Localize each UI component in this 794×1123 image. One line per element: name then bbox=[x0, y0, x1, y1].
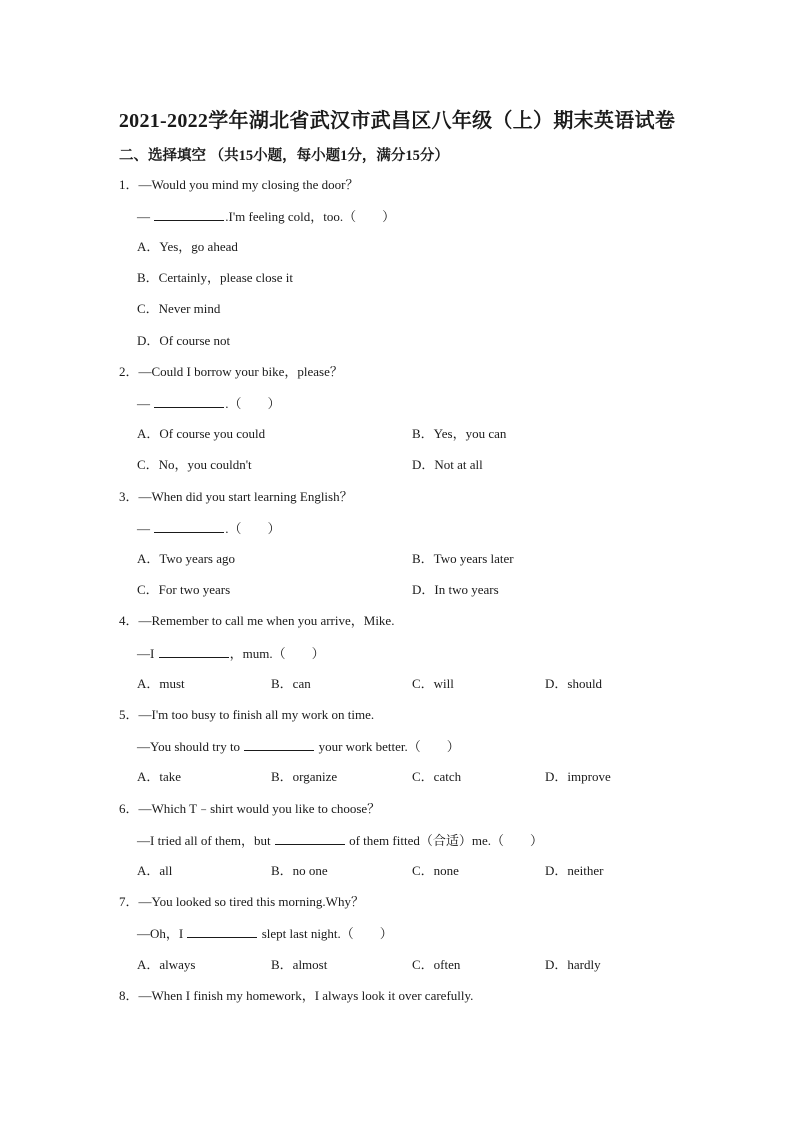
q3-stem: 3．—When did you start learning English？ bbox=[119, 489, 353, 504]
answer-blank bbox=[154, 520, 224, 533]
q3-option-b: B．Two years later bbox=[412, 551, 514, 566]
q7-option-b: B．almost bbox=[271, 957, 328, 972]
q3-reply: — .（ ） bbox=[137, 521, 281, 536]
q6-option-b: B．no one bbox=[271, 863, 328, 878]
q1-option-a: A．Yes，go ahead bbox=[137, 239, 238, 254]
q6-option-a: A．all bbox=[137, 863, 173, 878]
page-title: 2021-2022学年湖北省武汉市武昌区八年级（上）期末英语试卷 bbox=[118, 110, 676, 132]
q2-option-c: C．No，you couldn't bbox=[137, 457, 252, 472]
q1-reply: — .I'm feeling cold，too.（ ） bbox=[137, 209, 396, 224]
q4-stem: 4．—Remember to call me when you arrive，Mike. bbox=[119, 613, 395, 628]
q4-option-a: A．must bbox=[137, 676, 185, 691]
q7-option-d: D．hardly bbox=[545, 957, 601, 972]
q4-option-d: D．should bbox=[545, 676, 603, 691]
q6-reply: —I tried all of them，but of them fitted（合适）me.（ ） bbox=[137, 833, 543, 848]
q4-option-c: C．will bbox=[412, 676, 454, 691]
q7-option-a: A．always bbox=[137, 957, 196, 972]
q5-stem: 5．—I'm too busy to finish all my work on time. bbox=[119, 707, 375, 722]
q5-option-c: C．catch bbox=[412, 769, 462, 784]
q1-option-c: C．Never mind bbox=[137, 301, 221, 316]
q2-reply: — .（ ） bbox=[137, 396, 281, 411]
q2-option-a: A．Of course you could bbox=[137, 426, 266, 441]
q3-option-d: D．In two years bbox=[412, 582, 499, 597]
answer-blank bbox=[275, 832, 345, 845]
q2-option-d: D．Not at all bbox=[412, 457, 483, 472]
q4-option-b: B．can bbox=[271, 676, 311, 691]
q8-stem: 8．—When I finish my homework，I always look it over carefully. bbox=[119, 988, 474, 1003]
q5-reply: —You should try to your work better.（ ） bbox=[137, 739, 460, 754]
answer-blank bbox=[244, 738, 314, 751]
q1-stem: 1．—Would you mind my closing the door？ bbox=[119, 177, 359, 192]
q3-option-c: C．For two years bbox=[137, 582, 231, 597]
q7-stem: 7．—You looked so tired this morning.Why？ bbox=[119, 894, 364, 909]
q5-option-d: D．improve bbox=[545, 769, 611, 784]
q7-option-c: C．often bbox=[412, 957, 461, 972]
answer-blank bbox=[154, 395, 224, 408]
q6-option-c: C．none bbox=[412, 863, 459, 878]
q6-option-d: D．neither bbox=[545, 863, 604, 878]
answer-blank bbox=[187, 925, 257, 938]
q6-stem: 6．—Which T﹣shirt would you like to choose？ bbox=[119, 801, 381, 816]
q7-reply: —Oh，I slept last night.（ ） bbox=[137, 926, 393, 941]
q2-stem: 2．—Could I borrow your bike，please？ bbox=[119, 364, 343, 379]
q3-option-a: A．Two years ago bbox=[137, 551, 236, 566]
answer-blank bbox=[159, 645, 229, 658]
q4-reply: —I ，mum.（ ） bbox=[137, 646, 325, 661]
q5-option-b: B．organize bbox=[271, 769, 338, 784]
answer-blank bbox=[154, 208, 224, 221]
q5-option-a: A．take bbox=[137, 769, 182, 784]
q2-option-b: B．Yes，you can bbox=[412, 426, 507, 441]
q1-option-d: D．Of course not bbox=[137, 333, 231, 348]
section-heading: 二、选择填空 （共15小题，每小题1分，满分15分） bbox=[119, 148, 449, 164]
q1-option-b: B．Certainly，please close it bbox=[137, 270, 293, 285]
